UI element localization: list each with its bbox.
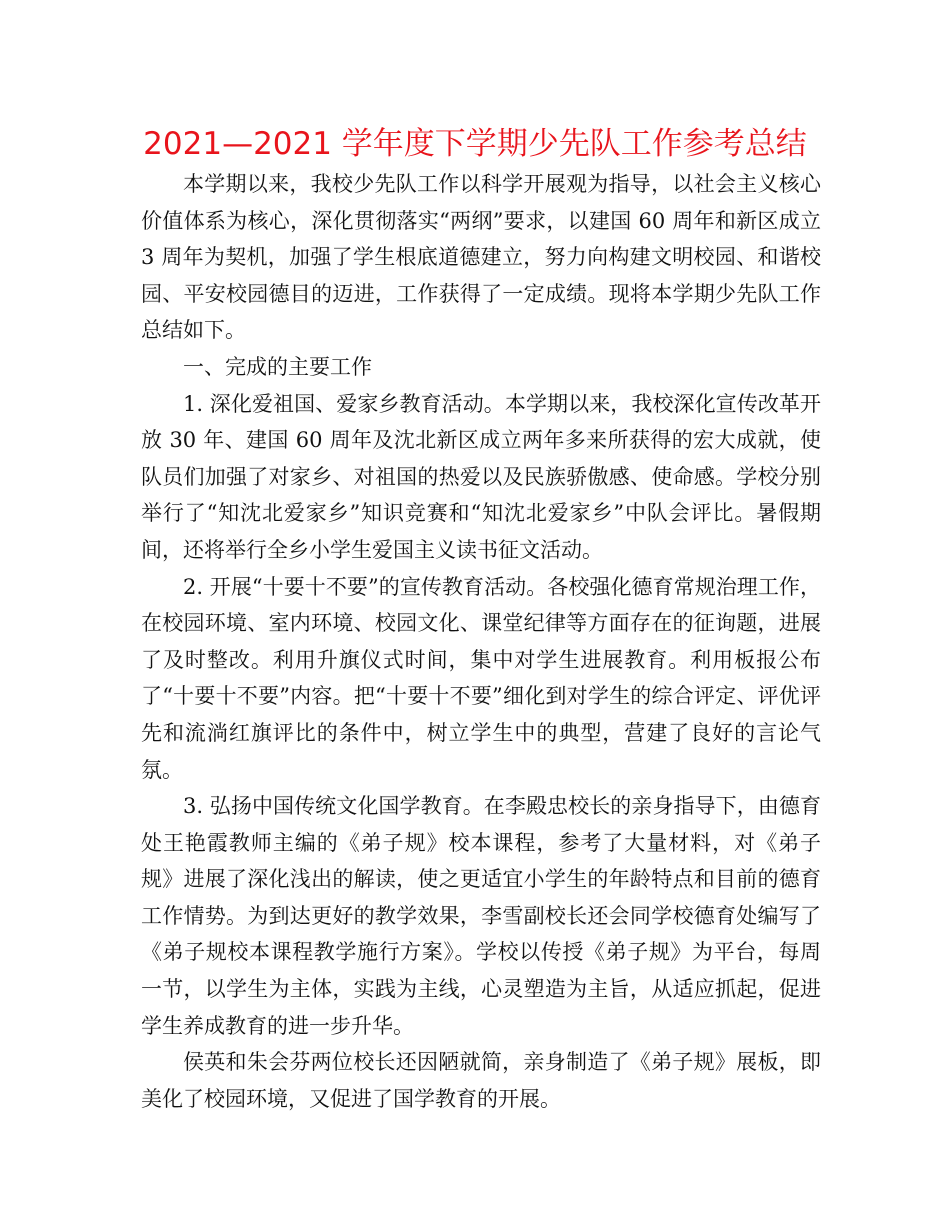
section-heading: 一、完成的主要工作: [183, 354, 372, 379]
paragraph-intro: 本学期以来，我校少先队工作以科学开展观为指导，以社会主义核心价值体系为核心，深化贯彻落实“两纲”要求，以建国 60 周年和新区成立 3 周年为契机，加强了学生根底道德建立，努力向构建文明校园、和谐校园、平安校园德目的迈进，工作获得了一定成绩。现将本学期少先队工作总结如下。: [141, 172, 821, 343]
paragraph-item-1: 1. 深化爱祖国、爱家乡教育活动。本学期以来，我校深化宣传改革开放 30 年、建国 60 周年及沈北新区成立两年多来所获得的宏大成就，使队员们加强了对家乡、对祖国的热爱以及民族骄傲感、使命感。学校分别举行了“知沈北爱家乡”知识竞赛和“知沈北爱家乡”中队会评比。暑假期间，还将举行全乡小学生爱国主义读书征文活动。: [141, 391, 821, 562]
document-title: 2021—2021 学年度下学期少先队工作参考总结: [143, 126, 807, 162]
document-body: [141, 166, 821, 1117]
paragraph-item-2: 2. 开展“十要十不要”的宣传教育活动。各校强化德育常规治理工作，在校园环境、室内环境、校园文化、课堂纪律等方面存在的征询题，进展了及时整改。利用升旗仪式时间，集中对学生进展教育。利用板报公布了“十要十不要”内容。把“十要十不要”细化到对学生的综合评定、评优评先和流淌红旗评比的条件中，树立学生中的典型，营建了良好的言论气氛。: [141, 574, 821, 782]
paragraph-item-3: 3. 弘扬中国传统文化国学教育。在李殿忠校长的亲身指导下，由德育处王艳霞教师主编的《弟子规》校本课程，参考了大量材料，对《弟子规》进展了深化浅出的解读，使之更适宜小学生的年龄特点和目前的德育工作情势。为到达更好的教学效果，李雪副校长还会同学校德育处编写了《弟子规校本课程教学施行方案》。学校以传授《弟子规》为平台，每周一节，以学生为主体，实践为主线，心灵塑造为主旨，从适应抓起，促进学生养成教育的进一步升华。: [141, 794, 821, 1038]
paragraph-closing: 侯英和朱会芬两位校长还因陋就简，亲身制造了《弟子规》展板，即美化了校园环境，又促进了国学教育的开展。: [141, 1050, 821, 1111]
